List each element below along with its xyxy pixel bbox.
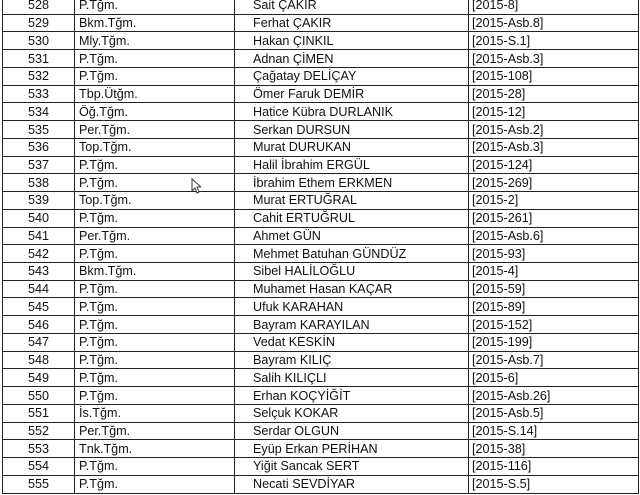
rank-cell: Bkm.Tğm. [75,263,235,281]
code-cell: [2015-S.14] [469,422,639,440]
table-row [3,369,639,387]
table-row [3,298,639,316]
name-cell: Salih KILIÇLI [235,369,469,387]
mouse-pointer-icon [191,178,201,194]
table-row [3,209,639,227]
row-number-cell: 542 [3,245,75,263]
name-cell: Necati SEVDİYAR [235,475,469,493]
rank-cell: P.Tğm. [75,209,235,227]
rank-cell: P.Tğm. [75,280,235,298]
code-cell: [2015-S.1] [469,32,639,50]
code-cell: [2015-89] [469,298,639,316]
table-row [3,280,639,298]
name-cell: Mehmet Batuhan GÜNDÜZ [235,245,469,263]
table-row [3,121,639,139]
table-row [3,404,639,422]
row-number-cell: 529 [3,14,75,32]
rank-cell: Bkm.Tğm. [75,14,235,32]
name-cell: Bayram KILIÇ [235,351,469,369]
row-number-cell: 549 [3,369,75,387]
rank-cell: Top.Tğm. [75,192,235,210]
name-cell: Halil İbrahim ERGÜL [235,156,469,174]
table-row [3,138,639,156]
name-cell: Vedat KESKİN [235,333,469,351]
name-cell: Hakan ÇINKIL [235,32,469,50]
name-cell: Murat ERTUĞRAL [235,192,469,210]
rank-cell: P.Tğm. [75,245,235,263]
row-number-cell: 555 [3,475,75,493]
row-number-cell: 537 [3,156,75,174]
rank-cell: P.Tğm. [75,50,235,68]
rank-cell: Per.Tğm. [75,422,235,440]
name-cell: Ferhat ÇAKIR [235,14,469,32]
rank-cell: P.Tğm. [75,475,235,493]
rank-cell: P.Tğm. [75,351,235,369]
code-cell: [2015-Asb.8] [469,14,639,32]
code-cell: [2015-Asb.3] [469,50,639,68]
table-row [3,103,639,121]
row-number-cell: 538 [3,174,75,192]
row-number-cell: 530 [3,32,75,50]
table-body [3,0,639,493]
table-row [3,333,639,351]
code-cell: [2015-38] [469,440,639,458]
table-row [3,174,639,192]
code-cell: [2015-Asb.3] [469,138,639,156]
rank-cell: P.Tğm. [75,174,235,192]
table-row [3,475,639,493]
rank-cell: Per.Tğm. [75,227,235,245]
name-cell: Erhan KOÇYİĞİT [235,387,469,405]
table-row [3,458,639,476]
name-cell: Ahmet GÜN [235,227,469,245]
rank-cell: İs.Tğm. [75,404,235,422]
name-cell: Cahit ERTUĞRUL [235,209,469,227]
rank-cell: P.Tğm. [75,0,235,14]
table-row [3,50,639,68]
code-cell: [2015-108] [469,67,639,85]
code-cell: [2015-152] [469,316,639,334]
rank-cell: P.Tğm. [75,387,235,405]
code-cell: [2015-12] [469,103,639,121]
row-number-cell: 531 [3,50,75,68]
rank-cell: Per.Tğm. [75,121,235,139]
code-cell: [2015-199] [469,333,639,351]
table-row [3,192,639,210]
code-cell: [2015-269] [469,174,639,192]
rank-cell: Tnk.Tğm. [75,440,235,458]
rank-cell: P.Tğm. [75,316,235,334]
table-row [3,263,639,281]
code-cell: [2015-S.5] [469,475,639,493]
table-row [3,85,639,103]
rank-cell: P.Tğm. [75,458,235,476]
row-number-cell: 536 [3,138,75,156]
code-cell: [2015-Asb.5] [469,404,639,422]
table-row [3,440,639,458]
rank-cell: P.Tğm. [75,298,235,316]
row-number-cell: 541 [3,227,75,245]
rank-cell: P.Tğm. [75,369,235,387]
table-row [3,0,639,14]
code-cell: [2015-8] [469,0,639,14]
personnel-list-table [2,0,639,494]
row-number-cell: 547 [3,333,75,351]
name-cell: Sibel HALİLOĞLU [235,263,469,281]
name-cell: Muhamet Hasan KAÇAR [235,280,469,298]
row-number-cell: 528 [3,0,75,14]
code-cell: [2015-Asb.6] [469,227,639,245]
table-row [3,14,639,32]
code-cell: [2015-59] [469,280,639,298]
name-cell: Eyüp Erkan PERİHAN [235,440,469,458]
row-number-cell: 554 [3,458,75,476]
row-number-cell: 543 [3,263,75,281]
name-cell: Ömer Faruk DEMİR [235,85,469,103]
row-number-cell: 546 [3,316,75,334]
code-cell: [2015-28] [469,85,639,103]
row-number-cell: 540 [3,209,75,227]
rank-cell: Tbp.Ütğm. [75,85,235,103]
rank-cell: Mly.Tğm. [75,32,235,50]
name-cell: Murat DURUKAN [235,138,469,156]
table-row [3,67,639,85]
name-cell: Sait ÇAKIR [235,0,469,14]
code-cell: [2015-6] [469,369,639,387]
name-cell: Bayram KARAYILAN [235,316,469,334]
name-cell: İbrahim Ethem ERKMEN [235,174,469,192]
code-cell: [2015-Asb.2] [469,121,639,139]
table-row [3,351,639,369]
code-cell: [2015-4] [469,263,639,281]
rank-cell: Öğ.Tğm. [75,103,235,121]
row-number-cell: 551 [3,404,75,422]
code-cell: [2015-2] [469,192,639,210]
table-row [3,227,639,245]
table-row [3,32,639,50]
table-row [3,422,639,440]
row-number-cell: 539 [3,192,75,210]
code-cell: [2015-Asb.26] [469,387,639,405]
row-number-cell: 533 [3,85,75,103]
row-number-cell: 548 [3,351,75,369]
name-cell: Ufuk KARAHAN [235,298,469,316]
row-number-cell: 552 [3,422,75,440]
code-cell: [2015-261] [469,209,639,227]
code-cell: [2015-124] [469,156,639,174]
row-number-cell: 545 [3,298,75,316]
name-cell: Serdar OLGUN [235,422,469,440]
name-cell: Adnan ÇİMEN [235,50,469,68]
code-cell: [2015-Asb.7] [469,351,639,369]
rank-cell: P.Tğm. [75,67,235,85]
row-number-cell: 534 [3,103,75,121]
name-cell: Selçuk KOKAR [235,404,469,422]
row-number-cell: 532 [3,67,75,85]
row-number-cell: 553 [3,440,75,458]
rank-cell: P.Tğm. [75,156,235,174]
table-row [3,316,639,334]
table-row [3,245,639,263]
table-row [3,387,639,405]
name-cell: Hatice Kübra DURLANIK [235,103,469,121]
row-number-cell: 550 [3,387,75,405]
row-number-cell: 544 [3,280,75,298]
rank-cell: Top.Tğm. [75,138,235,156]
row-number-cell: 535 [3,121,75,139]
rank-cell: P.Tğm. [75,333,235,351]
table-row [3,156,639,174]
name-cell: Çağatay DELİÇAY [235,67,469,85]
name-cell: Yiğit Sancak SERT [235,458,469,476]
name-cell: Serkan DURSUN [235,121,469,139]
code-cell: [2015-116] [469,458,639,476]
code-cell: [2015-93] [469,245,639,263]
